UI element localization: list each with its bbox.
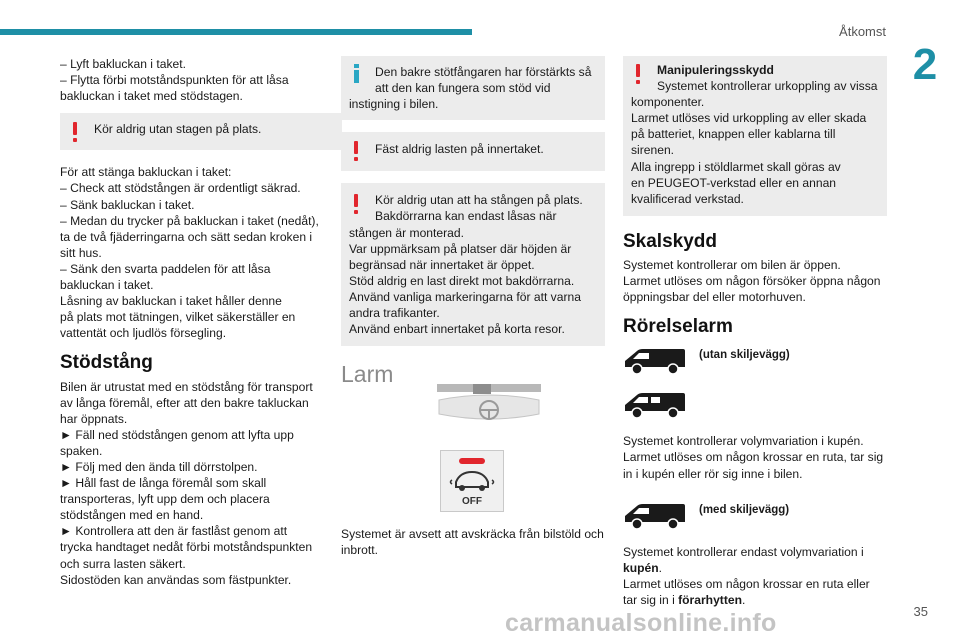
intro-text	[60, 56, 342, 104]
warning-title: Manipuleringsskydd	[657, 63, 774, 77]
interior-mirror-icon	[429, 384, 549, 444]
chapter-number: 2	[912, 40, 938, 89]
text-line: har öppnats.	[60, 411, 128, 426]
van-icon	[623, 345, 687, 375]
text-line: – Sänk bakluckan i taket.	[60, 197, 195, 212]
text-line: – Sänk den svarta paddelen för att låsa	[60, 261, 271, 276]
text-line: Bakdörrarna kan endast låsas när	[375, 209, 557, 224]
van-caption: (med skiljevägg)	[699, 503, 790, 516]
text-line: Använd vanliga markeringarna för att varna	[349, 289, 581, 304]
watermark: carmanualsonline.info	[505, 609, 777, 637]
text-line	[623, 592, 887, 608]
text-line: vattentät och ljudlös försegling.	[60, 326, 227, 341]
text-line: Systemet är avsett att avskräcka från bilstöld och	[341, 527, 604, 542]
text-line: Systemet kontrollerar endast volymvariation i	[623, 544, 864, 559]
text-line: öppningsbar del eller motorhuven.	[623, 290, 806, 305]
van-with-partition	[623, 500, 887, 540]
van-icon	[623, 389, 687, 419]
text-fragment: .	[741, 592, 746, 607]
text-line: Sidostöden kan användas som fästpunkter.	[60, 572, 292, 587]
warning-notice	[60, 113, 342, 150]
text-line: Bilen är utrustat med en stödstång för transport	[60, 379, 313, 394]
text-line: Låsning av bakluckan i taket håller denne	[60, 294, 282, 309]
warning-exclamation-icon	[354, 194, 358, 207]
warning-exclamation-icon	[73, 122, 77, 135]
info-icon	[354, 64, 359, 81]
text-line: och surra lasten säkert.	[60, 556, 186, 571]
text-fragment: tar sig in i	[623, 592, 679, 607]
warning-notice	[341, 132, 605, 171]
heading-larm: Larm	[341, 361, 394, 388]
text-line: på plats mot tätningen, vilket säkerställer en	[60, 310, 296, 325]
text-line: sitt hus.	[60, 245, 102, 260]
bold-term: förarhytten	[678, 592, 742, 607]
text-line: Larmet utlöses vid urkoppling av eller skada	[631, 111, 867, 126]
text-line: att den kan fungera som stöd vid	[375, 81, 551, 96]
alarm-off-button-icon	[440, 450, 504, 512]
bold-term: kupén	[623, 560, 659, 575]
warning-text: Fäst aldrig lasten på innertaket.	[375, 142, 544, 157]
text-line: stången är monterad.	[349, 225, 464, 240]
warning-notice	[623, 56, 887, 216]
text-line: Systemet kontrollerar om bilen är öppen.	[623, 257, 841, 272]
column-3	[623, 56, 887, 608]
interior-mirror-illustration	[341, 384, 605, 444]
warning-notice	[341, 183, 605, 346]
stodstang-text	[60, 379, 342, 588]
rorelselarm-text-2	[623, 544, 887, 608]
warning-text: Kör aldrig utan stagen på plats.	[94, 122, 262, 137]
button-off-label: OFF	[462, 496, 482, 508]
larm-body	[341, 526, 605, 558]
text-line: ► Fäll ned stödstången genom att lyfta upp	[60, 427, 294, 442]
text-fragment: .	[658, 560, 662, 575]
info-notice	[341, 56, 605, 120]
text-line: kvalificerad verkstad.	[631, 191, 744, 206]
text-line: instigning i bilen.	[349, 97, 439, 112]
text-line: Den bakre stötfångaren har förstärkts så	[375, 65, 592, 79]
close-instructions	[60, 164, 342, 341]
text-line: komponenter.	[631, 95, 705, 110]
column-2	[341, 56, 605, 559]
heading-stodstang: Stödstång	[60, 352, 153, 374]
van-without-partition	[623, 345, 887, 385]
text-line: begränsad när innertaket är öppet.	[349, 257, 535, 272]
text-line: Alla ingrepp i stöldlarmet skall göras av	[631, 159, 841, 174]
text-line: Kör aldrig utan att ha stången på plats.	[375, 193, 583, 208]
text-line: Stöd aldrig en last direkt mot bakdörrarna.	[349, 273, 575, 288]
section-title: Åtkomst	[839, 24, 886, 39]
text-line: – Flytta förbi motståndspunkten för att låsa	[60, 73, 289, 88]
skalskydd-text	[623, 257, 887, 305]
text-line: spaken.	[60, 443, 103, 458]
van-icon	[623, 500, 687, 530]
column-1	[60, 56, 342, 588]
text-line: bakluckan i taket.	[60, 278, 154, 293]
alarm-button-illustration	[341, 450, 605, 514]
text-line	[623, 560, 887, 576]
header-accent-bar	[0, 29, 472, 35]
text-line: trycka handtaget nedåt förbi motståndspunkten	[60, 540, 313, 555]
text-line: transporteras, lyft upp dem och placera	[60, 492, 270, 507]
text-line: inbrott.	[341, 543, 378, 558]
text-line: För att stänga bakluckan i taket:	[60, 165, 232, 180]
text-line: ta de två fjäderringarna och sätt sedan kroken i	[60, 229, 313, 244]
text-line: stödstången med en hand.	[60, 508, 204, 523]
text-line: på batteriet, knappen eller kablarna till	[631, 127, 836, 142]
text-line: Larmet utlöses om någon försöker öppna någon	[623, 274, 881, 289]
text-line: andra trafikanter.	[349, 306, 440, 321]
warning-exclamation-icon	[636, 64, 640, 77]
text-line: – Check att stödstången är ordentligt säkrad.	[60, 181, 301, 196]
text-line: av långa föremål, efter att den bakre takluckan	[60, 395, 309, 410]
text-line: – Lyft bakluckan i taket.	[60, 57, 186, 71]
heading-rorelselarm: Rörelselarm	[623, 316, 733, 338]
text-line: Larmet utlöses om någon krossar en ruta eller	[623, 576, 870, 591]
warning-exclamation-icon	[354, 141, 358, 154]
rorelselarm-text-1	[623, 433, 887, 481]
text-line: – Medan du trycker på bakluckan i taket (nedåt),	[60, 213, 319, 228]
text-line: Var uppmärksam på platser där höjden är	[349, 241, 572, 256]
text-line: sirenen.	[631, 143, 675, 158]
text-line: ► Håll fast de långa föremål som skall	[60, 476, 267, 491]
heading-skalskydd: Skalskydd	[623, 230, 717, 252]
text-line: Systemet kontrollerar urkoppling av vissa	[657, 79, 878, 94]
van-seats-illustration	[623, 389, 887, 429]
van-caption: (utan skiljevägg)	[699, 349, 790, 362]
text-line: ► Kontrollera att den är fastlåst genom att	[60, 524, 288, 539]
page-number: 35	[913, 604, 928, 619]
text-line: en PEUGEOT-verkstad eller en annan	[631, 175, 837, 190]
text-line: bakluckan i taket med stödstagen.	[60, 89, 243, 104]
text-line: Använd enbart innertaket på korta resor.	[349, 322, 565, 337]
text-line: Larmet utlöses om någon krossar en ruta, tar sig	[623, 450, 884, 465]
text-line: Systemet kontrollerar volymvariation i kupén.	[623, 434, 864, 449]
text-line: ► Följ med den ända till dörrstolpen.	[60, 459, 258, 474]
text-line: in i kupén eller rör sig inne i bilen.	[623, 466, 803, 481]
